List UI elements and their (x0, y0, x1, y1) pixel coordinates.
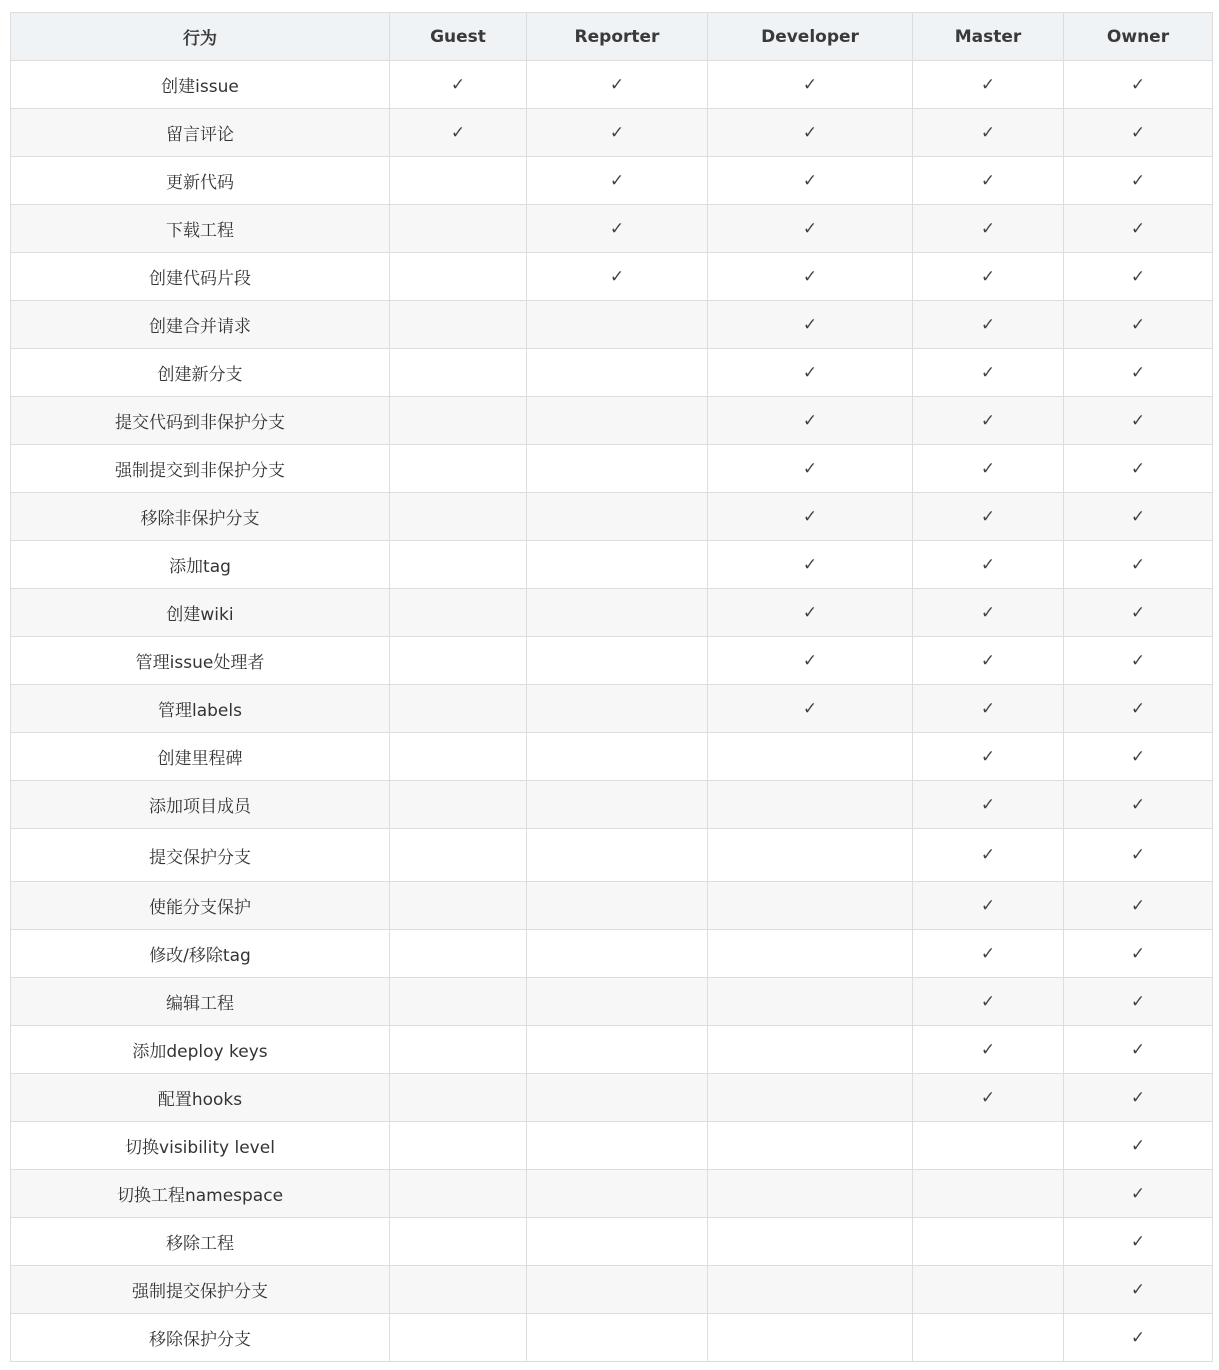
check-icon: ✓ (1130, 1135, 1146, 1156)
reporter-permission-cell (527, 109, 708, 157)
reporter-permission-cell (527, 1074, 708, 1122)
developer-permission-cell (708, 1026, 913, 1074)
action-cell: 强制提交到非保护分支 (11, 445, 390, 493)
guest-permission-cell (390, 397, 527, 445)
check-icon: ✓ (450, 122, 466, 143)
check-icon: ✓ (609, 170, 625, 191)
action-cell: 修改/移除tag (11, 930, 390, 978)
check-icon: ✓ (980, 362, 996, 383)
check-icon: ✓ (980, 746, 996, 767)
check-icon: ✓ (802, 410, 818, 431)
check-icon: ✓ (1130, 506, 1146, 527)
owner-permission-cell (1064, 109, 1213, 157)
guest-permission-cell (390, 349, 527, 397)
owner-permission-cell (1064, 589, 1213, 637)
check-icon: ✓ (980, 1087, 996, 1108)
check-icon: ✓ (609, 266, 625, 287)
master-permission-cell (913, 685, 1064, 733)
action-cell: 提交代码到非保护分支 (11, 397, 390, 445)
developer-permission-cell (708, 205, 913, 253)
master-permission-cell (913, 1026, 1064, 1074)
action-cell: 使能分支保护 (11, 882, 390, 930)
check-icon: ✓ (609, 74, 625, 95)
check-icon: ✓ (1130, 266, 1146, 287)
check-icon: ✓ (1130, 895, 1146, 916)
action-cell: 管理issue处理者 (11, 637, 390, 685)
guest-permission-cell (390, 1170, 527, 1218)
table-row (11, 781, 1213, 829)
header-reporter: Reporter (527, 13, 708, 61)
guest-permission-cell (390, 301, 527, 349)
check-icon: ✓ (1130, 458, 1146, 479)
table-row (11, 1218, 1213, 1266)
master-permission-cell (913, 781, 1064, 829)
check-icon: ✓ (1130, 1327, 1146, 1348)
action-cell: 更新代码 (11, 157, 390, 205)
owner-permission-cell (1064, 882, 1213, 930)
developer-permission-cell (708, 109, 913, 157)
master-permission-cell (913, 109, 1064, 157)
check-icon: ✓ (980, 943, 996, 964)
check-icon: ✓ (1130, 991, 1146, 1012)
check-icon: ✓ (1130, 314, 1146, 335)
action-cell: 创建wiki (11, 589, 390, 637)
check-icon: ✓ (1130, 698, 1146, 719)
master-permission-cell (913, 589, 1064, 637)
action-cell: 添加deploy keys (11, 1026, 390, 1074)
owner-permission-cell (1064, 637, 1213, 685)
developer-permission-cell (708, 541, 913, 589)
table-row (11, 589, 1213, 637)
permissions-table (10, 12, 1213, 1362)
check-icon: ✓ (802, 554, 818, 575)
guest-permission-cell (390, 541, 527, 589)
master-permission-cell (913, 1266, 1064, 1314)
reporter-permission-cell (527, 61, 708, 109)
action-cell: 配置hooks (11, 1074, 390, 1122)
check-icon: ✓ (980, 1039, 996, 1060)
developer-permission-cell (708, 253, 913, 301)
action-cell: 移除保护分支 (11, 1314, 390, 1362)
master-permission-cell (913, 978, 1064, 1026)
owner-permission-cell (1064, 829, 1213, 882)
check-icon: ✓ (802, 698, 818, 719)
guest-permission-cell (390, 493, 527, 541)
table-body (11, 61, 1213, 1362)
master-permission-cell (913, 1074, 1064, 1122)
master-permission-cell (913, 541, 1064, 589)
master-permission-cell (913, 637, 1064, 685)
check-icon: ✓ (1130, 554, 1146, 575)
check-icon: ✓ (450, 74, 466, 95)
header-developer: Developer (708, 13, 913, 61)
owner-permission-cell (1064, 930, 1213, 978)
reporter-permission-cell (527, 781, 708, 829)
check-icon: ✓ (1130, 170, 1146, 191)
check-icon: ✓ (802, 458, 818, 479)
developer-permission-cell (708, 349, 913, 397)
table-row (11, 349, 1213, 397)
guest-permission-cell (390, 205, 527, 253)
developer-permission-cell (708, 781, 913, 829)
developer-permission-cell (708, 493, 913, 541)
table-row (11, 61, 1213, 109)
reporter-permission-cell (527, 493, 708, 541)
owner-permission-cell (1064, 397, 1213, 445)
reporter-permission-cell (527, 1266, 708, 1314)
action-cell: 添加项目成员 (11, 781, 390, 829)
check-icon: ✓ (1130, 410, 1146, 431)
header-guest: Guest (390, 13, 527, 61)
action-cell: 创建代码片段 (11, 253, 390, 301)
reporter-permission-cell (527, 157, 708, 205)
guest-permission-cell (390, 930, 527, 978)
developer-permission-cell (708, 637, 913, 685)
header-owner: Owner (1064, 13, 1213, 61)
table-row (11, 829, 1213, 882)
table-row (11, 109, 1213, 157)
check-icon: ✓ (1130, 794, 1146, 815)
check-icon: ✓ (980, 170, 996, 191)
owner-permission-cell (1064, 1218, 1213, 1266)
developer-permission-cell (708, 1218, 913, 1266)
check-icon: ✓ (802, 218, 818, 239)
developer-permission-cell (708, 882, 913, 930)
master-permission-cell (913, 829, 1064, 882)
check-icon: ✓ (802, 506, 818, 527)
guest-permission-cell (390, 733, 527, 781)
owner-permission-cell (1064, 978, 1213, 1026)
guest-permission-cell (390, 1026, 527, 1074)
developer-permission-cell (708, 1170, 913, 1218)
table-row (11, 930, 1213, 978)
table-row (11, 493, 1213, 541)
check-icon: ✓ (980, 698, 996, 719)
check-icon: ✓ (1130, 74, 1146, 95)
owner-permission-cell (1064, 685, 1213, 733)
table-row (11, 541, 1213, 589)
check-icon: ✓ (1130, 845, 1146, 865)
guest-permission-cell (390, 1122, 527, 1170)
master-permission-cell (913, 445, 1064, 493)
owner-permission-cell (1064, 781, 1213, 829)
reporter-permission-cell (527, 445, 708, 493)
developer-permission-cell (708, 930, 913, 978)
guest-permission-cell (390, 1314, 527, 1362)
check-icon: ✓ (1130, 1231, 1146, 1252)
check-icon: ✓ (980, 794, 996, 815)
owner-permission-cell (1064, 1074, 1213, 1122)
check-icon: ✓ (802, 266, 818, 287)
master-permission-cell (913, 1170, 1064, 1218)
reporter-permission-cell (527, 349, 708, 397)
master-permission-cell (913, 882, 1064, 930)
owner-permission-cell (1064, 445, 1213, 493)
guest-permission-cell (390, 781, 527, 829)
table-row (11, 1266, 1213, 1314)
guest-permission-cell (390, 978, 527, 1026)
check-icon: ✓ (980, 410, 996, 431)
reporter-permission-cell (527, 397, 708, 445)
developer-permission-cell (708, 1266, 913, 1314)
developer-permission-cell (708, 397, 913, 445)
action-cell: 提交保护分支 (11, 829, 390, 882)
reporter-permission-cell (527, 253, 708, 301)
check-icon: ✓ (980, 74, 996, 95)
check-icon: ✓ (1130, 1279, 1146, 1300)
table-row (11, 1170, 1213, 1218)
reporter-permission-cell (527, 1218, 708, 1266)
owner-permission-cell (1064, 1026, 1213, 1074)
owner-permission-cell (1064, 253, 1213, 301)
developer-permission-cell (708, 685, 913, 733)
owner-permission-cell (1064, 349, 1213, 397)
table-row (11, 1122, 1213, 1170)
master-permission-cell (913, 493, 1064, 541)
check-icon: ✓ (1130, 362, 1146, 383)
reporter-permission-cell (527, 978, 708, 1026)
guest-permission-cell (390, 589, 527, 637)
master-permission-cell (913, 930, 1064, 978)
table-row (11, 1314, 1213, 1362)
table-row (11, 253, 1213, 301)
check-icon: ✓ (802, 650, 818, 671)
reporter-permission-cell (527, 685, 708, 733)
master-permission-cell (913, 205, 1064, 253)
developer-permission-cell (708, 1314, 913, 1362)
check-icon: ✓ (980, 458, 996, 479)
table-row (11, 685, 1213, 733)
check-icon: ✓ (1130, 746, 1146, 767)
check-icon: ✓ (609, 218, 625, 239)
reporter-permission-cell (527, 541, 708, 589)
table-row (11, 397, 1213, 445)
guest-permission-cell (390, 1266, 527, 1314)
table-row (11, 882, 1213, 930)
developer-permission-cell (708, 829, 913, 882)
check-icon: ✓ (802, 602, 818, 623)
owner-permission-cell (1064, 541, 1213, 589)
guest-permission-cell (390, 253, 527, 301)
action-cell: 强制提交保护分支 (11, 1266, 390, 1314)
owner-permission-cell (1064, 61, 1213, 109)
master-permission-cell (913, 301, 1064, 349)
check-icon: ✓ (980, 266, 996, 287)
check-icon: ✓ (1130, 1087, 1146, 1108)
table-row (11, 637, 1213, 685)
check-icon: ✓ (1130, 1039, 1146, 1060)
reporter-permission-cell (527, 589, 708, 637)
owner-permission-cell (1064, 205, 1213, 253)
check-icon: ✓ (980, 991, 996, 1012)
check-icon: ✓ (980, 314, 996, 335)
master-permission-cell (913, 157, 1064, 205)
guest-permission-cell (390, 61, 527, 109)
action-cell: 创建里程碑 (11, 733, 390, 781)
table-row (11, 978, 1213, 1026)
owner-permission-cell (1064, 1314, 1213, 1362)
header-action: 行为 (11, 13, 390, 61)
master-permission-cell (913, 1218, 1064, 1266)
guest-permission-cell (390, 1074, 527, 1122)
check-icon: ✓ (802, 170, 818, 191)
master-permission-cell (913, 1314, 1064, 1362)
developer-permission-cell (708, 1122, 913, 1170)
action-cell: 移除工程 (11, 1218, 390, 1266)
owner-permission-cell (1064, 733, 1213, 781)
developer-permission-cell (708, 589, 913, 637)
check-icon: ✓ (1130, 650, 1146, 671)
developer-permission-cell (708, 1074, 913, 1122)
check-icon: ✓ (802, 362, 818, 383)
action-cell: 编辑工程 (11, 978, 390, 1026)
action-cell: 留言评论 (11, 109, 390, 157)
check-icon: ✓ (980, 845, 996, 865)
owner-permission-cell (1064, 493, 1213, 541)
table-row (11, 1026, 1213, 1074)
reporter-permission-cell (527, 733, 708, 781)
guest-permission-cell (390, 109, 527, 157)
check-icon: ✓ (802, 314, 818, 335)
check-icon: ✓ (980, 602, 996, 623)
developer-permission-cell (708, 733, 913, 781)
table-row (11, 445, 1213, 493)
action-cell: 下载工程 (11, 205, 390, 253)
table-row (11, 301, 1213, 349)
developer-permission-cell (708, 157, 913, 205)
reporter-permission-cell (527, 1170, 708, 1218)
action-cell: 添加tag (11, 541, 390, 589)
reporter-permission-cell (527, 882, 708, 930)
guest-permission-cell (390, 637, 527, 685)
reporter-permission-cell (527, 1026, 708, 1074)
master-permission-cell (913, 733, 1064, 781)
table-row (11, 205, 1213, 253)
check-icon: ✓ (1130, 943, 1146, 964)
reporter-permission-cell (527, 1314, 708, 1362)
owner-permission-cell (1064, 301, 1213, 349)
table-row (11, 157, 1213, 205)
owner-permission-cell (1064, 1266, 1213, 1314)
guest-permission-cell (390, 445, 527, 493)
check-icon: ✓ (1130, 218, 1146, 239)
developer-permission-cell (708, 61, 913, 109)
action-cell: 切换工程namespace (11, 1170, 390, 1218)
owner-permission-cell (1064, 1170, 1213, 1218)
check-icon: ✓ (1130, 602, 1146, 623)
check-icon: ✓ (980, 895, 996, 916)
developer-permission-cell (708, 445, 913, 493)
header-master: Master (913, 13, 1064, 61)
action-cell: 移除非保护分支 (11, 493, 390, 541)
developer-permission-cell (708, 978, 913, 1026)
guest-permission-cell (390, 685, 527, 733)
reporter-permission-cell (527, 637, 708, 685)
action-cell: 切换visibility level (11, 1122, 390, 1170)
check-icon: ✓ (980, 122, 996, 143)
reporter-permission-cell (527, 829, 708, 882)
check-icon: ✓ (980, 554, 996, 575)
guest-permission-cell (390, 1218, 527, 1266)
reporter-permission-cell (527, 930, 708, 978)
table-header-row (11, 13, 1213, 61)
check-icon: ✓ (802, 122, 818, 143)
master-permission-cell (913, 253, 1064, 301)
master-permission-cell (913, 61, 1064, 109)
check-icon: ✓ (1130, 122, 1146, 143)
master-permission-cell (913, 397, 1064, 445)
guest-permission-cell (390, 157, 527, 205)
action-cell: 创建issue (11, 61, 390, 109)
check-icon: ✓ (1130, 1183, 1146, 1204)
check-icon: ✓ (980, 218, 996, 239)
action-cell: 创建新分支 (11, 349, 390, 397)
master-permission-cell (913, 1122, 1064, 1170)
check-icon: ✓ (980, 650, 996, 671)
guest-permission-cell (390, 829, 527, 882)
reporter-permission-cell (527, 1122, 708, 1170)
developer-permission-cell (708, 301, 913, 349)
reporter-permission-cell (527, 301, 708, 349)
reporter-permission-cell (527, 205, 708, 253)
owner-permission-cell (1064, 1122, 1213, 1170)
table-row (11, 733, 1213, 781)
owner-permission-cell (1064, 157, 1213, 205)
action-cell: 管理labels (11, 685, 390, 733)
action-cell: 创建合并请求 (11, 301, 390, 349)
check-icon: ✓ (609, 122, 625, 143)
check-icon: ✓ (980, 506, 996, 527)
table-row (11, 1074, 1213, 1122)
check-icon: ✓ (802, 74, 818, 95)
guest-permission-cell (390, 882, 527, 930)
master-permission-cell (913, 349, 1064, 397)
